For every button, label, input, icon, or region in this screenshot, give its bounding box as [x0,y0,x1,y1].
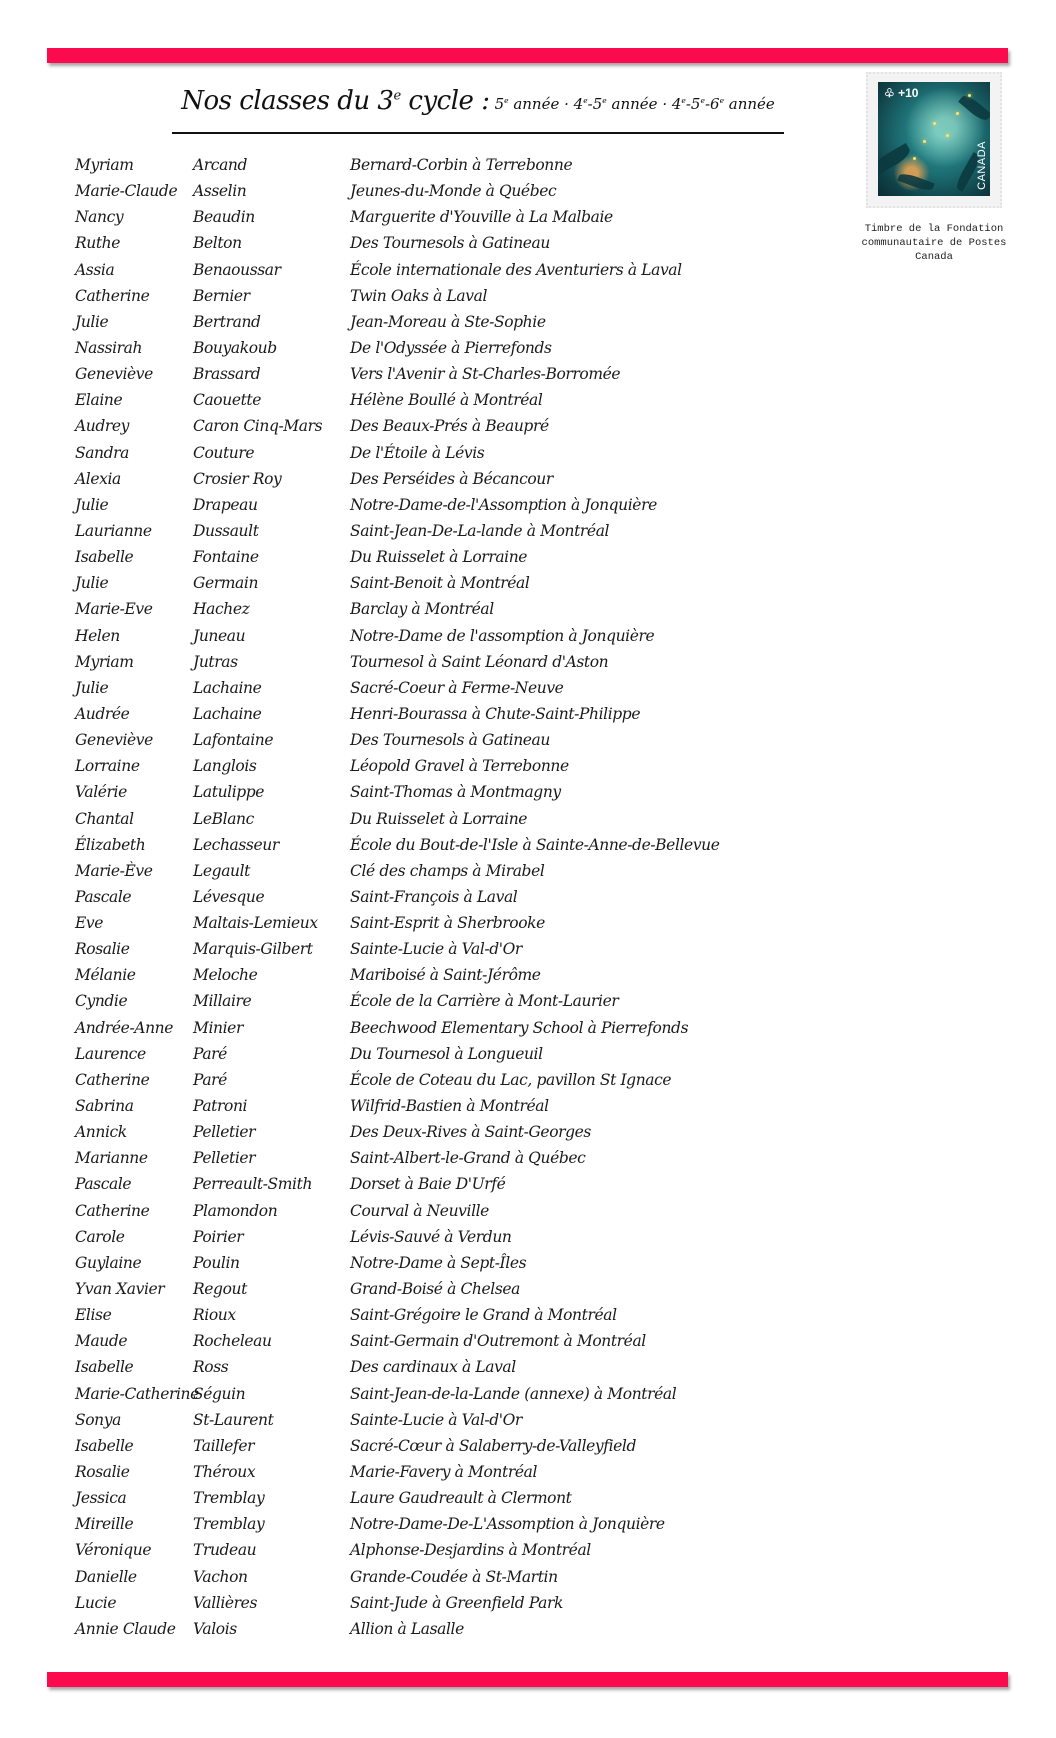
school-name: Jeunes-du-Monde à Québec [350,182,557,201]
top-accent-bar [47,48,1008,63]
teacher-row [0,966,800,992]
last-name: Rioux [193,1306,236,1325]
last-name: Legault [193,861,250,880]
firefly-dot [923,140,926,143]
first-name: Annie Claude [75,1619,176,1638]
school-name: Grand-Boisé à Chelsea [350,1280,521,1299]
teacher-row [0,757,800,783]
last-name: Bertrand [193,312,261,331]
first-name: Pascale [75,1175,132,1194]
school-name: Sacré-Coeur à Ferme-Neuve [350,678,564,697]
canada-post-logo-icon: ♧ [884,86,895,100]
leaf-shape [878,143,913,175]
firefly-dot [913,157,916,160]
first-name: Laurence [75,1044,146,1063]
first-name: Elise [75,1306,112,1325]
school-name: Marguerite d'Youville à La Malbaie [350,208,613,227]
school-name: Notre-Dame à Sept-Îles [350,1253,527,1272]
last-name: LeBlanc [193,809,254,828]
first-name: Maude [75,1332,128,1351]
first-name: Ruthe [75,234,121,253]
teacher-row [0,1620,800,1646]
teacher-row [0,1254,800,1280]
first-name: Véronique [75,1541,152,1560]
school-name: Mariboisé à Saint-Jérôme [350,966,541,985]
teacher-row [0,444,800,470]
school-name: Wilfrid-Bastien à Montréal [350,1097,549,1116]
last-name: Germain [193,574,259,593]
teacher-row [0,992,800,1018]
teacher-row [0,365,800,391]
school-name: Grande-Coudée à St-Martin [350,1567,558,1586]
last-name: Lévesque [193,887,265,906]
last-name: Théroux [193,1463,256,1481]
first-name: Marie-Claude [75,182,178,201]
school-name: École de Coteau du Lac, pavillon St Ignace [350,1070,672,1089]
teacher-row [0,1541,800,1567]
teacher-row [0,339,800,365]
last-name: Plamondon [193,1201,278,1220]
school-name: Léopold Gravel à Terrebonne [350,757,569,776]
school-name: Alphonse-Desjardins à Montréal [350,1541,591,1560]
first-name: Nassirah [75,338,143,357]
teacher-row [0,522,800,548]
first-name: Sonya [75,1410,121,1429]
grade-level: 5e année [494,95,560,113]
first-name: Rosalie [75,1463,130,1481]
school-name: Des Beaux-Prés à Beaupré [350,417,549,436]
last-name: Beaudin [193,208,255,227]
school-name: Clé des champs à Mirabel [350,861,545,880]
teacher-row [0,783,800,809]
school-name: De l'Étoile à Lévis [350,443,485,462]
school-name: Courval à Neuville [350,1201,489,1220]
school-name: École internationale des Aventuriers à Laval [350,260,682,279]
school-name: Saint-Jude à Greenfield Park [350,1593,564,1612]
teacher-row [0,417,800,443]
first-name: Geneviève [75,365,153,384]
first-name: Jessica [75,1489,127,1508]
last-name: Trudeau [193,1541,257,1560]
last-name: Vachon [193,1567,248,1586]
bottom-accent-bar [47,1672,1008,1687]
teacher-row [0,653,800,679]
teacher-row [0,261,800,287]
teacher-row [0,1489,800,1515]
school-name: Du Ruisselet à Lorraine [350,548,528,567]
teacher-row [0,1280,800,1306]
first-name: Andrée-Anne [75,1018,174,1037]
teacher-row [0,234,800,260]
last-name: Ross [193,1358,229,1377]
first-name: Cyndie [75,992,128,1011]
first-name: Laurianne [75,521,152,540]
last-name: Brassard [193,365,261,384]
teacher-row [0,496,800,522]
teacher-row [0,1437,800,1463]
teacher-row [0,1149,800,1175]
first-name: Julie [75,574,109,593]
first-name: Julie [75,678,109,697]
first-name: Élizabeth [75,835,146,854]
last-name: Patroni [193,1097,248,1116]
first-name: Alexia [75,469,121,488]
teacher-row [0,313,800,339]
teacher-row [0,1045,800,1071]
teacher-row [0,156,800,182]
school-name: Twin Oaks à Laval [350,286,487,305]
teacher-row [0,862,800,888]
last-name: Lafontaine [193,731,274,750]
school-name: Saint-Albert-le-Grand à Québec [350,1149,586,1168]
teacher-row [0,1071,800,1097]
teacher-row [0,1385,800,1411]
school-name: École de la Carrière à Mont-Laurier [350,992,619,1011]
first-name: Annick [75,1123,127,1142]
school-name: Sainte-Lucie à Val-d'Or [350,940,522,959]
teacher-row [0,940,800,966]
teacher-row [0,1594,800,1620]
last-name: Juneau [193,626,246,645]
first-name: Danielle [75,1567,137,1586]
first-name: Catherine [75,1070,150,1089]
last-name: Bernier [193,286,250,305]
first-name: Mireille [75,1515,134,1534]
last-name: Crosier Roy [193,469,282,488]
stamp-denomination: ♧ +10 [884,86,919,100]
teacher-row [0,1123,800,1149]
school-name: Des Deux-Rives à Saint-Georges [350,1123,591,1142]
teacher-row [0,600,800,626]
last-name: Poirier [193,1227,244,1246]
last-name: Langlois [193,757,257,776]
teacher-row [0,1228,800,1254]
last-name: Tremblay [193,1489,265,1508]
school-name: Saint-Germain d'Outremont à Montréal [350,1332,646,1351]
teacher-row [0,679,800,705]
level-separator: · [559,95,574,113]
last-name: Pelletier [193,1123,256,1142]
last-name: Caouette [193,391,262,410]
last-name: Lachaine [193,704,262,723]
last-name: Lechasseur [193,835,279,854]
school-name: Saint-François à Laval [350,887,518,906]
teacher-row [0,182,800,208]
page-title [172,86,784,116]
first-name: Myriam [75,156,134,174]
level-separator: · [657,95,672,113]
grade-level: 4e-5e année [573,95,658,113]
last-name: Belton [193,234,242,253]
school-name: Saint-Benoit à Montréal [350,574,530,593]
first-name: Isabelle [75,1436,134,1455]
school-name: Des Perséides à Bécancour [350,469,553,488]
first-name: Julie [75,495,109,514]
school-name: Allion à Lasalle [350,1619,464,1638]
last-name: Taillefer [193,1436,255,1455]
teacher-row [0,1175,800,1201]
firefly-dot [956,112,959,115]
first-name: Guylaine [75,1253,142,1272]
last-name: Caron Cinq-Mars [193,417,323,436]
firefly-dot [946,134,949,137]
first-name: Yvan Xavier [75,1280,165,1299]
teacher-row [0,470,800,496]
first-name: Isabelle [75,1358,134,1377]
school-name: Lévis-Sauvé à Verdun [350,1227,512,1246]
first-name: Lorraine [75,757,140,776]
last-name: Maltais-Lemieux [193,914,318,933]
school-name: Bernard-Corbin à Terrebonne [350,156,573,174]
last-name: Poulin [193,1253,240,1272]
teacher-row [0,1202,800,1228]
first-name: Chantal [75,809,134,828]
first-name: Audrée [75,704,130,723]
last-name: Latulippe [193,783,265,802]
teacher-row [0,1332,800,1358]
teacher-row [0,1568,800,1594]
first-name: Sandra [75,443,130,462]
school-name: Jean-Moreau à Ste-Sophie [350,312,546,331]
last-name: Vallières [193,1593,257,1612]
postage-stamp [866,72,1002,208]
school-name: Des Tournesols à Gatineau [350,234,550,253]
school-name: Saint-Thomas à Montmagny [350,783,561,802]
school-name: Saint-Jean-De-La-lande à Montréal [350,521,610,540]
teacher-row [0,548,800,574]
teacher-row [0,208,800,234]
last-name: Rocheleau [193,1332,272,1351]
firefly-dot [933,122,936,125]
school-name: Sacré-Cœur à Salaberry-de-Valleyfield [350,1436,637,1455]
last-name: Pelletier [193,1149,256,1168]
first-name: Eve [75,914,104,933]
school-name: Notre-Dame-De-L'Assomption à Jonquière [350,1515,665,1534]
last-name: Séguin [193,1384,246,1403]
first-name: Helen [75,626,120,645]
school-name: Saint-Jean-de-la-Lande (annexe) à Montréal [350,1384,677,1403]
first-name: Catherine [75,286,150,305]
school-name: Saint-Esprit à Sherbrooke [350,914,545,933]
school-name: Sainte-Lucie à Val-d'Or [350,1410,522,1429]
first-name: Marianne [75,1149,148,1168]
school-name: Marie-Favery à Montréal [350,1463,538,1481]
leaf-shape [958,92,990,123]
last-name: Meloche [193,966,258,985]
school-name: Du Tournesol à Longueuil [350,1044,543,1063]
last-name: Regout [193,1280,247,1299]
title-levels [495,95,775,113]
first-name: Nancy [75,208,124,227]
first-name: Audrey [75,417,130,436]
last-name: Arcand [193,156,248,174]
teacher-row [0,627,800,653]
teacher-row [0,1411,800,1437]
teacher-row [0,1097,800,1123]
school-name: Vers l'Avenir à St-Charles-Borromée [350,365,621,384]
school-name: Hélène Boullé à Montréal [350,391,543,410]
first-name: Julie [75,312,109,331]
teacher-row [0,391,800,417]
school-name: Beechwood Elementary School à Pierrefonds [350,1018,689,1037]
last-name: Jutras [193,652,238,671]
school-name: Barclay à Montréal [350,600,494,619]
school-name: Des cardinaux à Laval [350,1358,516,1377]
last-name: Hachez [193,600,250,619]
teacher-row [0,574,800,600]
first-name: Catherine [75,1201,150,1220]
last-name: Minier [193,1018,243,1037]
teacher-row [0,1463,800,1489]
first-name: Geneviève [75,731,153,750]
first-name: Pascale [75,887,132,906]
first-name: Valérie [75,783,127,802]
school-name: Notre-Dame-de-l'Assomption à Jonquière [350,495,657,514]
teacher-row [0,914,800,940]
school-name: Tournesol à Saint Léonard d'Aston [350,652,609,671]
last-name: Lachaine [193,678,262,697]
title-main: Nos classes du 3e cycle : [181,86,490,116]
title-underline [172,132,784,134]
school-name: Henri-Bourassa à Chute-Saint-Philippe [350,704,641,723]
first-name: Mélanie [75,966,136,985]
last-name: Benaoussar [193,260,281,279]
teacher-row [0,888,800,914]
first-name: Lucie [75,1593,117,1612]
last-name: Dussault [193,521,259,540]
school-name: Dorset à Baie D'Urfé [350,1175,506,1194]
school-name: Laure Gaudreault à Clermont [350,1489,572,1508]
stamp-caption: Timbre de la Fondation communautaire de Postes Canada [861,223,1007,263]
last-name: Paré [193,1044,227,1063]
first-name: Assia [75,260,115,279]
school-name: Des Tournesols à Gatineau [350,731,550,750]
first-name: Myriam [75,652,134,671]
last-name: Couture [193,443,255,462]
teacher-row [0,1306,800,1332]
first-name: Carole [75,1227,125,1246]
teacher-row [0,810,800,836]
school-name: Notre-Dame de l'assomption à Jonquière [350,626,655,645]
first-name: Marie-Catherine [75,1384,199,1403]
firefly-dot [968,94,971,97]
last-name: Paré [193,1070,227,1089]
last-name: Valois [193,1619,237,1638]
grade-level: 4e-5e-6e année [671,95,775,113]
last-name: Millaire [193,992,252,1011]
first-name: Isabelle [75,548,134,567]
first-name: Marie-Ève [75,861,153,880]
last-name: Tremblay [193,1515,265,1534]
stamp-artwork [878,82,990,196]
teacher-row [0,731,800,757]
last-name: Asselin [193,182,247,201]
last-name: Bouyakoub [193,338,277,357]
teacher-row [0,1515,800,1541]
teacher-row [0,836,800,862]
first-name: Rosalie [75,940,130,959]
stamp-country: CANADA [976,141,988,190]
teacher-row [0,705,800,731]
school-name: Du Ruisselet à Lorraine [350,809,528,828]
last-name: Perreault-Smith [193,1175,313,1194]
last-name: Fontaine [193,548,259,567]
teacher-row [0,287,800,313]
school-name: École du Bout-de-l'Isle à Sainte-Anne-de-Bellevue [350,835,720,854]
first-name: Elaine [75,391,123,410]
school-name: De l'Odyssée à Pierrefonds [350,338,552,357]
first-name: Sabrina [75,1097,134,1116]
teacher-row [0,1358,800,1384]
school-name: Saint-Grégoire le Grand à Montréal [350,1306,617,1325]
teacher-row [0,1019,800,1045]
last-name: St-Laurent [193,1410,274,1429]
first-name: Marie-Eve [75,600,153,619]
leaf-shape [897,171,934,193]
last-name: Drapeau [193,495,258,514]
last-name: Marquis-Gilbert [193,940,313,959]
